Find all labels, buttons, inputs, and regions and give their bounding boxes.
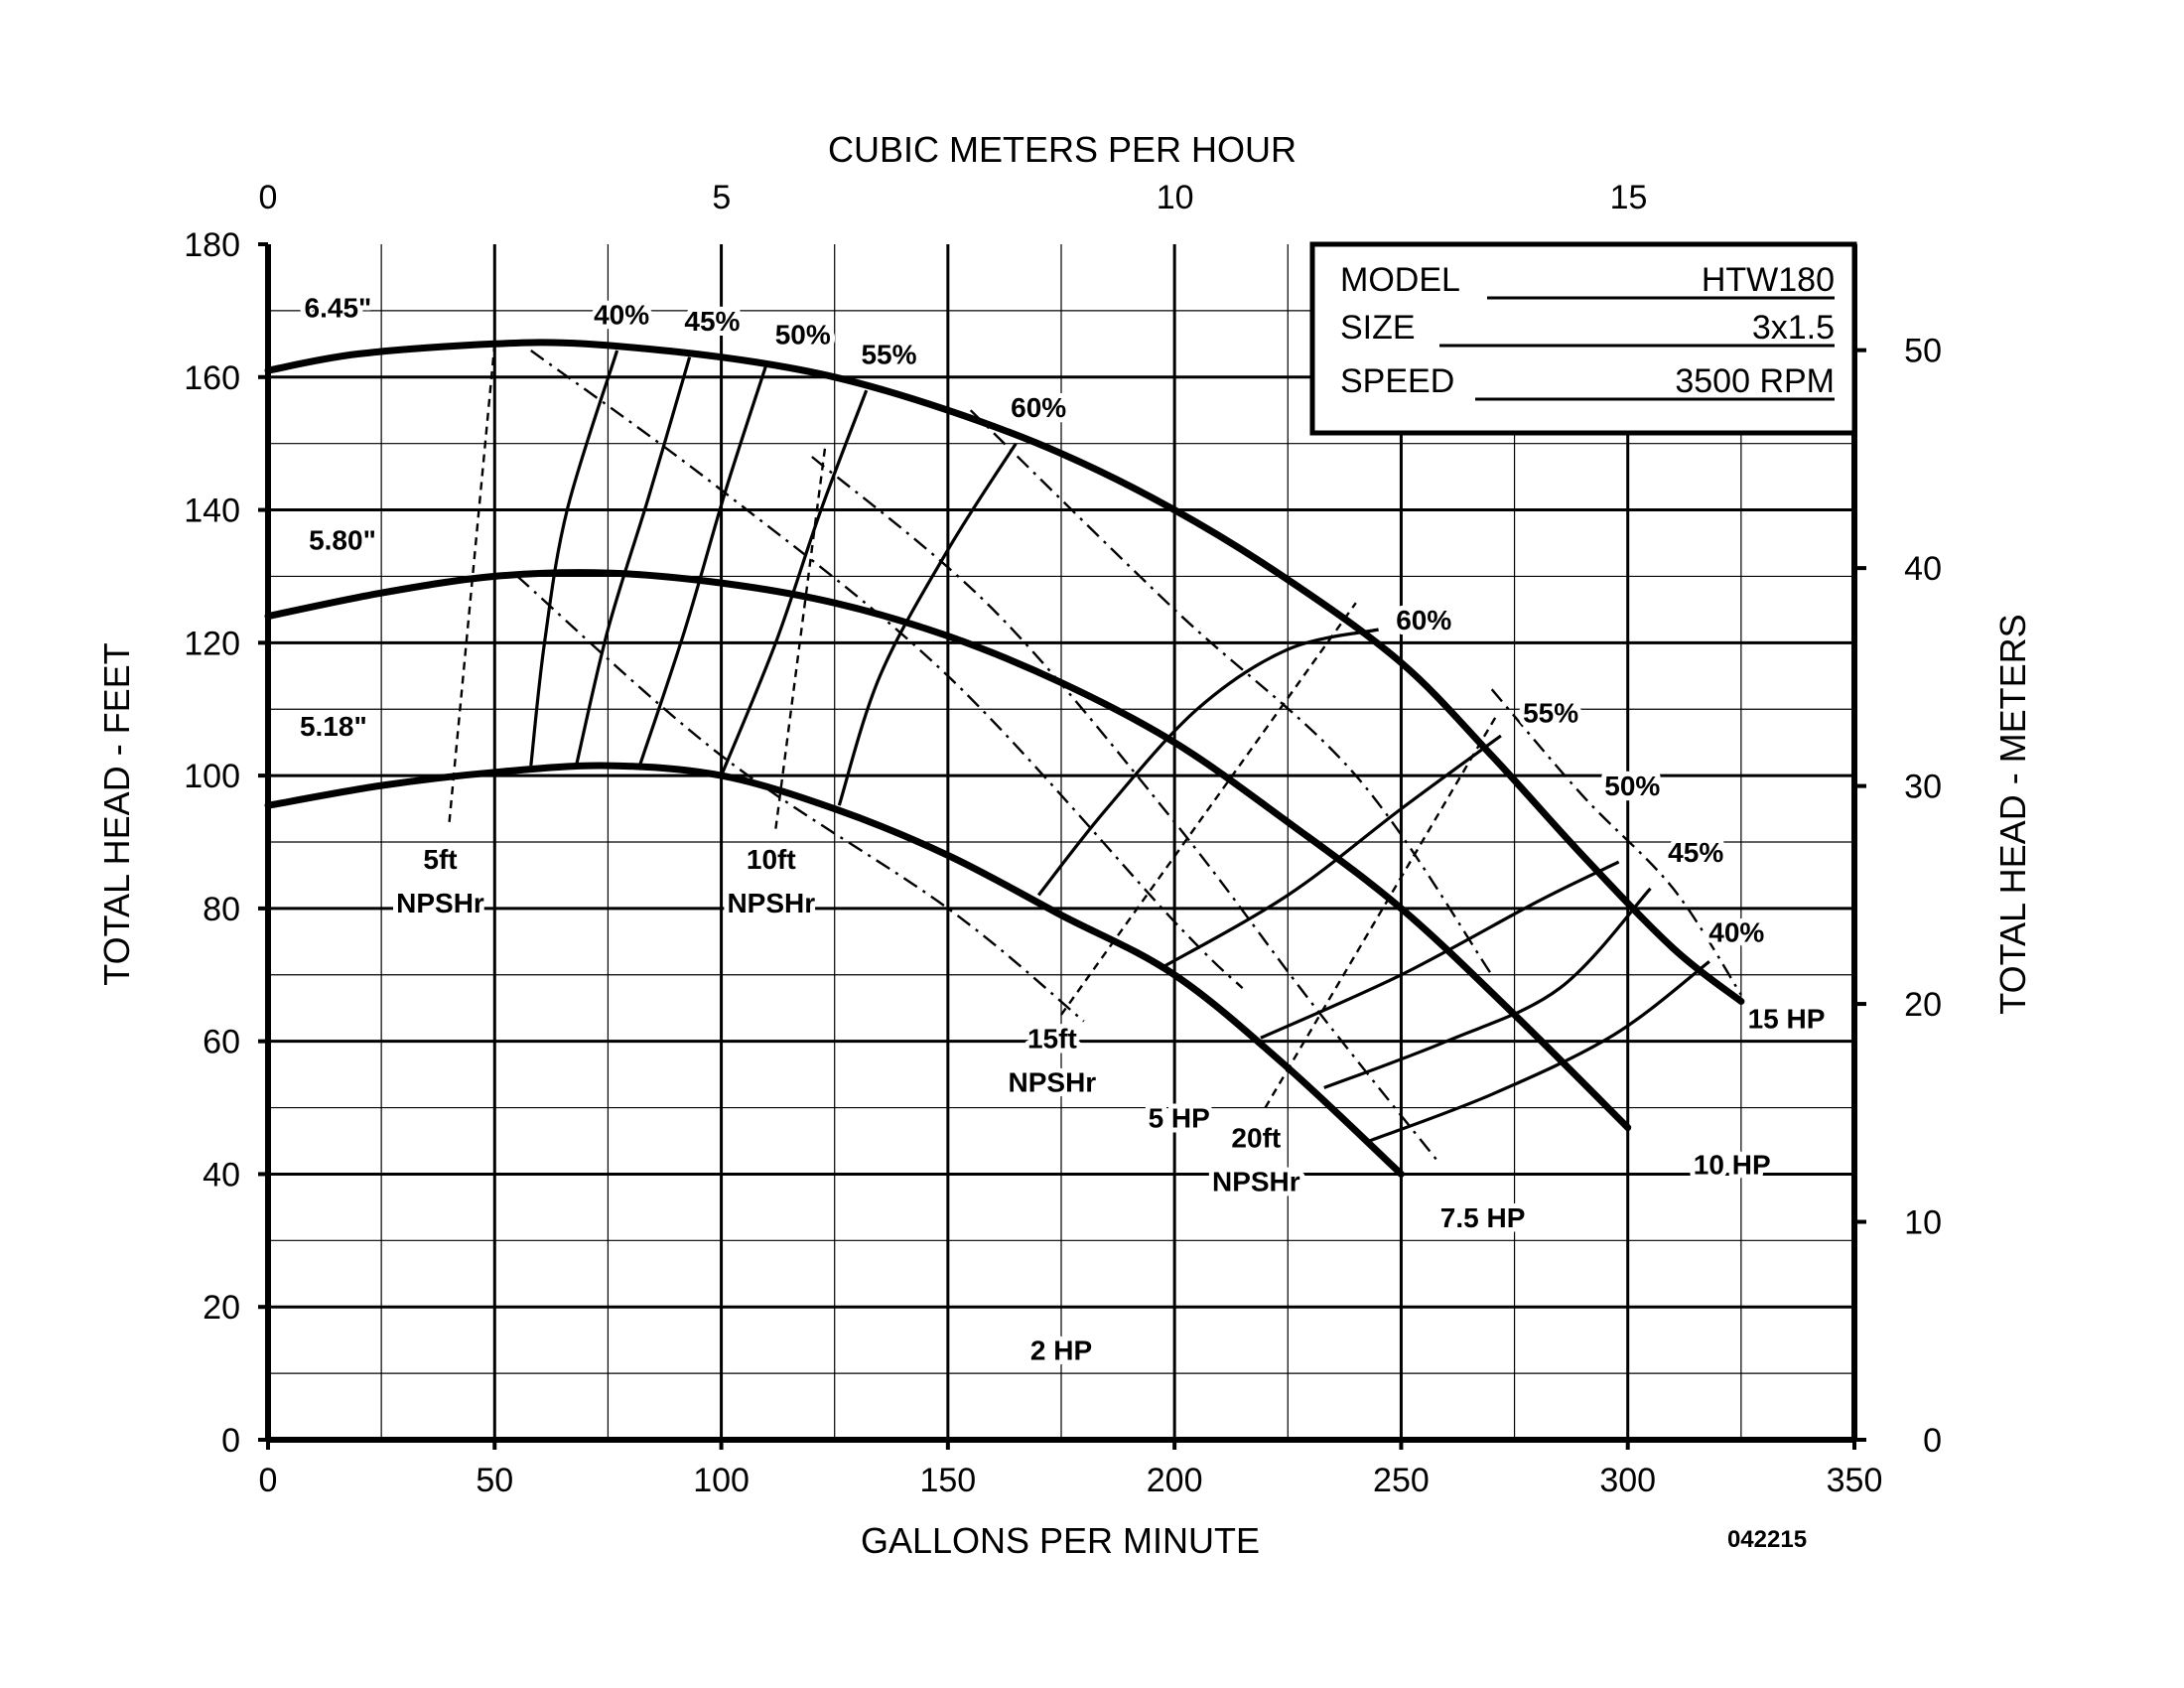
x-tick-label: 100 [693,1462,750,1499]
npshr-unit-label: NPSHr [727,887,816,918]
x2-tick-label: 5 [712,179,732,216]
y-tick-label: 100 [184,758,240,796]
power-label: 15 HP [1747,1003,1826,1035]
impeller-diameter-label: 5.80" [309,524,376,556]
y-axis-title: TOTAL HEAD - FEET [96,642,137,986]
efficiency-label: 60% [1396,604,1452,635]
efficiency-label: 50% [1604,771,1661,802]
x2-axis-title: CUBIC METERS PER HOUR [827,129,1297,170]
y2-tick-label: 30 [1904,768,1942,806]
efficiency-label: 45% [684,305,741,337]
y-tick-label: 80 [203,890,240,928]
npshr-unit-label: NPSHr [1008,1066,1097,1098]
y2-axis-title: TOTAL HEAD - METERS [1992,614,2033,1015]
efficiency-curve [839,444,1016,806]
power-curve [812,457,1437,1161]
efficiency-curve [1261,862,1619,1038]
npshr-unit-label: NPSHr [1211,1166,1300,1197]
npshr-value-label: 15ft [1026,1023,1077,1055]
efficiency-label: 45% [1668,837,1724,869]
y2-tick-label: 0 [1923,1422,1942,1460]
efficiency-curve [639,363,766,766]
x-tick-label: 350 [1826,1462,1883,1499]
size-label: SIZE [1340,309,1416,347]
speed-label: SPEED [1340,362,1455,400]
x-tick-label: 250 [1373,1462,1430,1499]
impeller-head-curve [268,343,1741,1002]
efficiency-label: 40% [594,299,650,331]
power-label: 2 HP [1029,1335,1093,1366]
efficiency-label: 60% [1011,391,1067,423]
y-tick-label: 60 [203,1023,240,1061]
y-tick-label: 40 [203,1156,240,1195]
drawing-code: 042215 [1726,1526,1808,1553]
y-tick-label: 20 [203,1289,240,1328]
x-tick-label: 50 [476,1462,514,1499]
efficiency-label: 55% [861,339,917,370]
impeller-diameter-label: 5.18" [299,710,367,742]
power-curve [971,410,1492,975]
impeller-diameter-label: 6.45" [304,292,372,324]
npshr-unit-label: NPSHr [396,887,484,918]
power-label: 10 HP [1693,1149,1771,1181]
efficiency-label: 55% [1523,697,1579,729]
x-axis-title: GALLONS PER MINUTE [860,1520,1261,1561]
model-value: HTW180 [1701,261,1835,299]
x-tick-label: 200 [1146,1462,1203,1499]
x2-tick-label: 0 [258,179,278,216]
npshr-value-label: 10ft [746,843,796,875]
y-tick-label: 120 [184,625,240,663]
npshr-curves [450,344,1497,1107]
y-tick-label: 180 [184,226,240,264]
x2-tick-label: 15 [1609,179,1648,216]
y2-tick-label: 50 [1904,332,1942,370]
x-tick-label: 300 [1599,1462,1657,1499]
power-label: 7.5 HP [1439,1201,1526,1233]
power-label: 5 HP [1148,1102,1210,1134]
x-tick-label: 0 [258,1462,278,1499]
npshr-value-label: 5ft [423,843,458,875]
speed-value: 3500 RPM [1675,362,1835,400]
y2-tick-label: 40 [1904,550,1942,589]
y-tick-label: 0 [221,1422,240,1460]
efficiency-label: 50% [774,319,831,351]
x2-tick-label: 10 [1156,179,1194,216]
y-tick-label: 160 [184,358,240,397]
size-value: 3x1.5 [1751,309,1835,347]
model-label: MODEL [1340,261,1460,299]
efficiency-curve [531,351,617,766]
power-curve [531,351,1243,988]
y2-tick-label: 20 [1904,986,1942,1025]
npshr-curve [775,444,825,829]
impeller-curves [268,343,1741,1175]
info-box [1312,244,1854,433]
x-tick-label: 150 [919,1462,977,1499]
efficiency-label: 40% [1708,916,1765,948]
power-curves [517,351,1741,1161]
y2-tick-label: 10 [1904,1203,1942,1242]
y-tick-label: 140 [184,492,240,530]
npshr-value-label: 20ft [1231,1122,1282,1154]
